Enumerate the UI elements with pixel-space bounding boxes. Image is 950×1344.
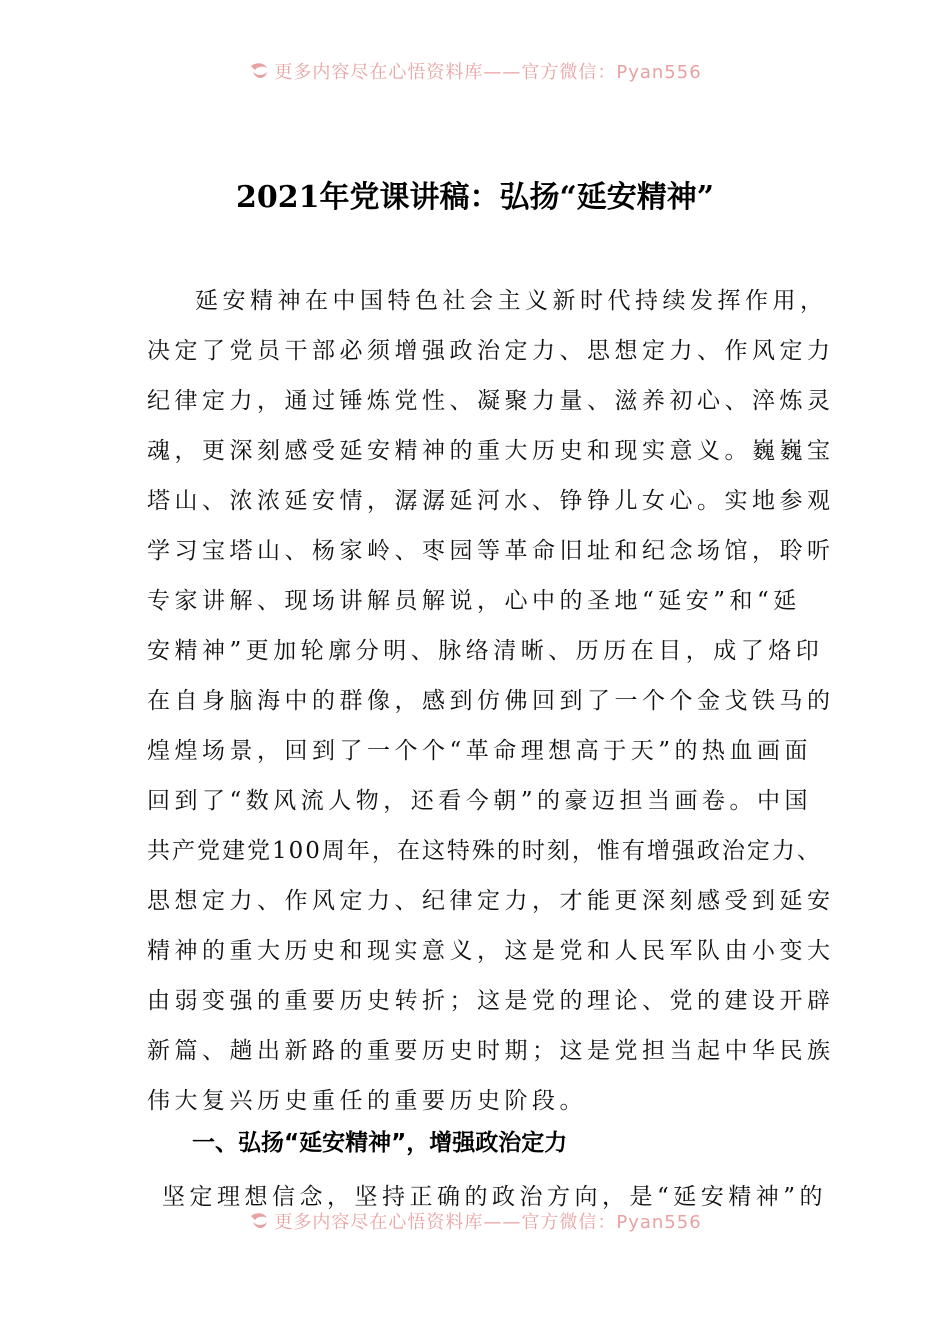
document-title: 2021年党课讲稿：弘扬“延安精神” — [235, 180, 714, 215]
paragraph-line: 煌煌场景，回到了一个个“革命理想高于天”的热血画面 — [147, 738, 813, 764]
watermark-logo-icon — [248, 1210, 270, 1232]
paragraph-line: 安精神”更加轮廓分明、脉络清晰、历历在目，成了烙印 — [147, 638, 824, 664]
watermark-bottom — [0, 1208, 950, 1238]
paragraph-line: 延安精神在中国特色社会主义新时代持续发挥作用， — [195, 288, 828, 314]
paragraph-line: 魂，更深刻感受延安精神的重大历史和现实意义。巍巍宝 — [147, 438, 835, 464]
paragraph-line-next: 坚定理想信念，坚持正确的政治方向，是“延安精神”的 — [162, 1184, 828, 1210]
paragraph-line: 共产党建党100周年，在这特殊的时刻，惟有增强政治定力、 — [147, 838, 822, 864]
paragraph-line: 塔山、浓浓延安情，潺潺延河水、铮铮儿女心。实地参观 — [147, 488, 835, 514]
paragraph-line: 由弱变强的重要历史转折；这是党的理论、党的建设开辟 — [147, 988, 835, 1014]
watermark-text: 更多内容尽在心悟资料库——官方微信：Pyan556 — [274, 1212, 702, 1233]
paragraph-line: 在自身脑海中的群像，感到仿佛回到了一个个金戈铁马的 — [147, 688, 835, 714]
paragraph-line: 思想定力、作风定力、纪律定力，才能更深刻感受到延安 — [147, 888, 835, 914]
paragraph-line: 新篇、趟出新路的重要历史时期；这是党担当起中华民族 — [147, 1038, 835, 1064]
paragraph-line: 伟大复兴历史重任的重要历史阶段。 — [147, 1088, 587, 1114]
paragraph-line: 回到了“数风流人物，还看今朝”的豪迈担当画卷。中国 — [147, 788, 813, 814]
paragraph-line: 学习宝塔山、杨家岭、枣园等革命旧址和纪念场馆，聆听 — [147, 538, 835, 564]
watermark-logo-icon — [248, 60, 270, 82]
paragraph-line: 专家讲解、现场讲解员解说，心中的圣地“延安”和“延 — [147, 588, 801, 614]
paragraph-line: 纪律定力，通过锤炼党性、凝聚力量、滋养初心、淬炼灵 — [147, 388, 835, 414]
section-heading: 一、弘扬“延安精神”，增强政治定力 — [192, 1130, 568, 1156]
paragraph-line: 决定了党员干部必须增强政治定力、思想定力、作风定力 — [147, 338, 835, 364]
watermark-top — [0, 58, 950, 88]
paragraph-line: 精神的重大历史和现实意义，这是党和人民军队由小变大 — [147, 938, 835, 964]
watermark-text: 更多内容尽在心悟资料库——官方微信：Pyan556 — [274, 62, 702, 83]
